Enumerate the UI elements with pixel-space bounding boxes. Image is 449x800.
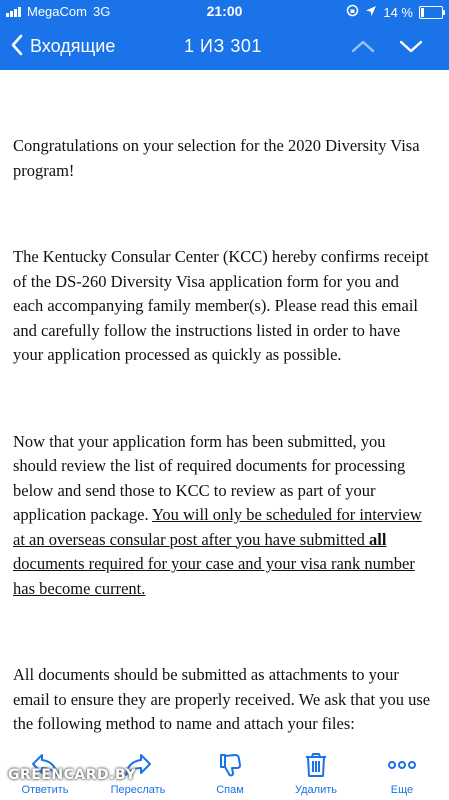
paragraph-instructions bbox=[13, 430, 433, 602]
chevron-left-icon bbox=[10, 34, 24, 59]
paragraph-attachments: All documents should be submitted as attachments to your email to ensure they are properly received. We ask that you use the following method to name and attach your files: bbox=[13, 665, 431, 733]
previous-message-button[interactable] bbox=[348, 32, 378, 62]
more-label: Еще bbox=[390, 784, 414, 796]
paragraph-confirmation: The Kentucky Consular Center (KCC) hereby confirms receipt of the DS-260 Diversity Visa application form for you and each accompanying family member(s). Please read this email and carefully follow the instructions listed in order to have your application processed as quickly as possible. bbox=[13, 247, 429, 364]
chevron-down-icon bbox=[396, 32, 426, 62]
instructions-underlined-2: documents required for your case and your visa rank number has become current. bbox=[13, 554, 415, 598]
next-message-button[interactable] bbox=[396, 32, 426, 62]
spam-button[interactable] bbox=[190, 748, 270, 796]
delete-button[interactable] bbox=[276, 748, 356, 796]
more-button[interactable] bbox=[362, 748, 442, 796]
carrier-name: MegaCom bbox=[27, 4, 87, 19]
battery-icon bbox=[419, 6, 443, 19]
location-icon bbox=[365, 5, 377, 20]
forward-label: Переслать bbox=[110, 784, 166, 796]
watermark-text: GREENCARD.BY bbox=[8, 767, 136, 783]
clock: 21:00 bbox=[206, 3, 243, 19]
thumbs-down-icon bbox=[190, 748, 270, 782]
chevron-up-icon bbox=[348, 32, 378, 62]
back-button[interactable] bbox=[10, 34, 115, 59]
instructions-text: Now that your application form has been submitted, you should review the list of required documents for processing below and send those to KCC to review as part of your application package. bbox=[13, 431, 406, 524]
instructions-underlined-1: You will only be scheduled for interview at an overseas consular post after you have submitted bbox=[13, 505, 422, 549]
message-counter: 1 ИЗ 301 bbox=[184, 36, 262, 56]
orientation-lock-icon bbox=[346, 4, 359, 20]
network-type: 3G bbox=[92, 4, 111, 19]
navigation-bar bbox=[0, 24, 449, 70]
spam-label: Спам bbox=[216, 784, 244, 796]
email-body bbox=[13, 134, 433, 737]
back-label: Входящие bbox=[30, 36, 116, 56]
top-bar bbox=[0, 0, 449, 70]
instructions-bold-all: all bbox=[369, 529, 387, 549]
status-bar bbox=[0, 0, 449, 24]
paragraph-congratulations: Congratulations on your selection for the 2020 Diversity Visa program! bbox=[13, 136, 420, 180]
battery-percent: 14 % bbox=[383, 4, 413, 20]
more-dots-icon bbox=[362, 748, 442, 782]
reply-label: Ответить bbox=[21, 784, 69, 796]
trash-icon bbox=[276, 748, 356, 782]
delete-label: Удалить bbox=[295, 784, 337, 796]
